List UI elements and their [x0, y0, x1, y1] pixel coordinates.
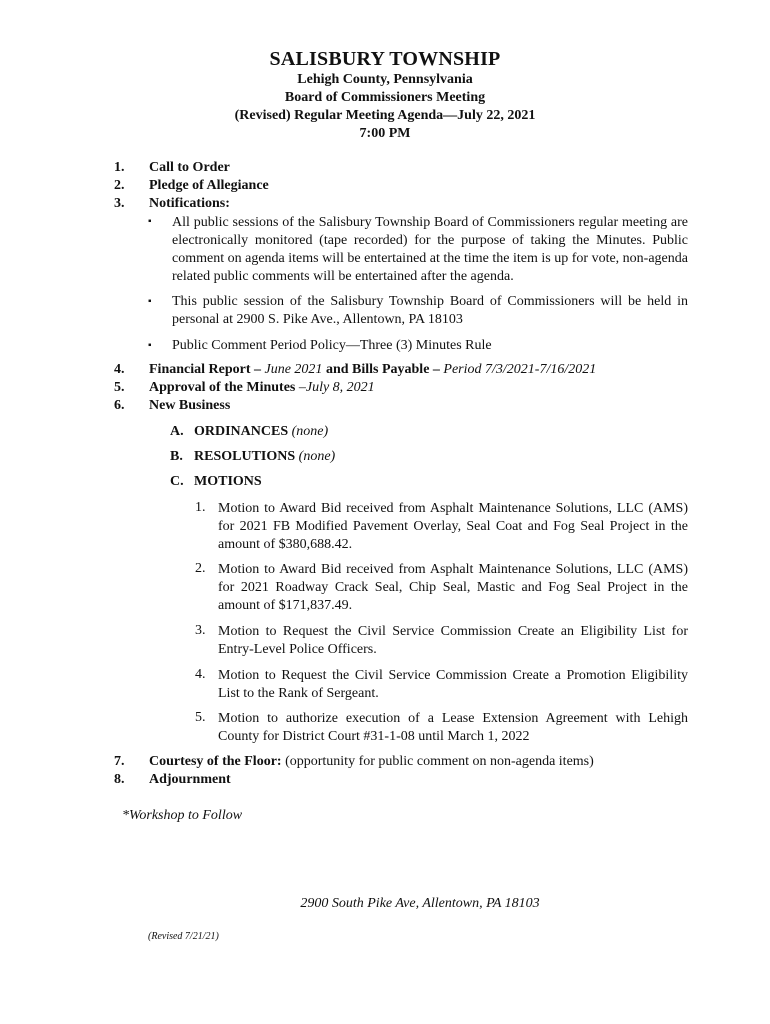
item-label: Call to Order [149, 160, 230, 175]
bullet-icon: ▪ [148, 216, 152, 227]
item-date: –July 8, 2021 [298, 380, 375, 395]
sub-label: ORDINANCES [194, 424, 289, 439]
agenda-item-3 [114, 196, 230, 212]
motion-number: 3. [195, 623, 206, 638]
agenda-item-6 [114, 398, 230, 414]
agenda-item-4 [114, 362, 596, 378]
sub-letter: C. [170, 474, 184, 489]
footer-address: 2900 South Pike Ave, Allentown, PA 18103 [300, 896, 540, 911]
item-label: and Bills Payable – [322, 362, 444, 377]
revision-note: (Revised 7/21/21) [148, 931, 219, 942]
motion-4: Motion to Request the Civil Service Commission Create a Promotion Eligibility List to the Rank of Sergeant. [218, 668, 688, 701]
motion-number: 1. [195, 500, 206, 515]
county-line: Lehigh County, Pennsylvania [297, 72, 473, 87]
motion-number: 2. [195, 561, 206, 576]
item-number: 5. [114, 380, 125, 395]
item-period: June 2021 [264, 362, 323, 377]
township-title: SALISBURY TOWNSHIP [269, 48, 501, 70]
motion-2: Motion to Award Bid received from Asphalt Maintenance Solutions, LLC (AMS) for 2021 Roadway Crack Seal, Chip Seal, Mastic and Fog Seal Project in the amount of $171,837.49. [218, 562, 688, 613]
item-period: Period 7/3/2021-7/16/2021 [443, 362, 597, 377]
item-number: 6. [114, 398, 125, 413]
item-label: Adjournment [149, 772, 231, 787]
agenda-line: (Revised) Regular Meeting Agenda—July 22, 2021 [234, 108, 536, 123]
item-number: 4. [114, 362, 125, 377]
agenda-item-7 [114, 754, 594, 770]
motion-1: Motion to Award Bid received from Asphalt Maintenance Solutions, LLC (AMS) for 2021 FB Modified Pavement Overlay, Seal Coat and Fog Seal Project in the amount of $380,688.42. [218, 501, 688, 552]
notification-3: Public Comment Period Policy—Three (3) Minutes Rule [172, 338, 492, 353]
agenda-item-2 [114, 178, 269, 194]
item-label: Approval of the Minutes [149, 380, 299, 395]
item-description: (opportunity for public comment on non-agenda items) [281, 754, 594, 769]
item-label: New Business [149, 398, 231, 413]
bullet-icon: ▪ [148, 296, 152, 307]
new-business-motions [170, 474, 262, 490]
bullet-icon: ▪ [148, 340, 152, 351]
sub-label: MOTIONS [194, 474, 262, 489]
item-label: Pledge of Allegiance [149, 178, 269, 193]
item-number: 1. [114, 160, 125, 175]
new-business-resolutions [170, 449, 335, 465]
motion-number: 5. [195, 710, 206, 725]
motion-5: Motion to authorize execution of a Lease Extension Agreement with Lehigh County for District Court #31-1-08 until March 1, 2022 [218, 711, 688, 744]
sub-letter: B. [170, 449, 183, 464]
agenda-item-8 [114, 772, 231, 788]
time-line: 7:00 PM [359, 126, 411, 141]
notification-1: All public sessions of the Salisbury Township Board of Commissioners regular meeting are electronically monitored (tape recorded) for the purpose of taking the Minutes. Public comment on agenda items will be entertained at the time the item is up for vote, non-agenda related public comments will be entertained after the agenda. [172, 215, 688, 284]
sub-note: (none) [288, 424, 329, 439]
item-number: 2. [114, 178, 125, 193]
item-number: 8. [114, 772, 125, 787]
sub-label: RESOLUTIONS [194, 449, 296, 464]
agenda-item-1 [114, 160, 230, 176]
item-label: Courtesy of the Floor: [149, 754, 282, 769]
board-line: Board of Commissioners Meeting [284, 90, 486, 105]
new-business-ordinances [170, 424, 328, 440]
workshop-note: *Workshop to Follow [122, 808, 243, 823]
motion-number: 4. [195, 667, 206, 682]
motion-3: Motion to Request the Civil Service Commission Create an Eligibility List for Entry-Level Police Officers. [218, 624, 688, 657]
item-number: 3. [114, 196, 125, 211]
sub-letter: A. [170, 424, 184, 439]
sub-note: (none) [295, 449, 336, 464]
notification-2: This public session of the Salisbury Township Board of Commissioners will be held in personal at 2900 S. Pike Ave., Allentown, PA 18103 [172, 294, 688, 327]
item-number: 7. [114, 754, 125, 769]
agenda-item-5 [114, 380, 375, 396]
item-label: Financial Report – [149, 362, 265, 377]
item-label: Notifications: [149, 196, 230, 211]
